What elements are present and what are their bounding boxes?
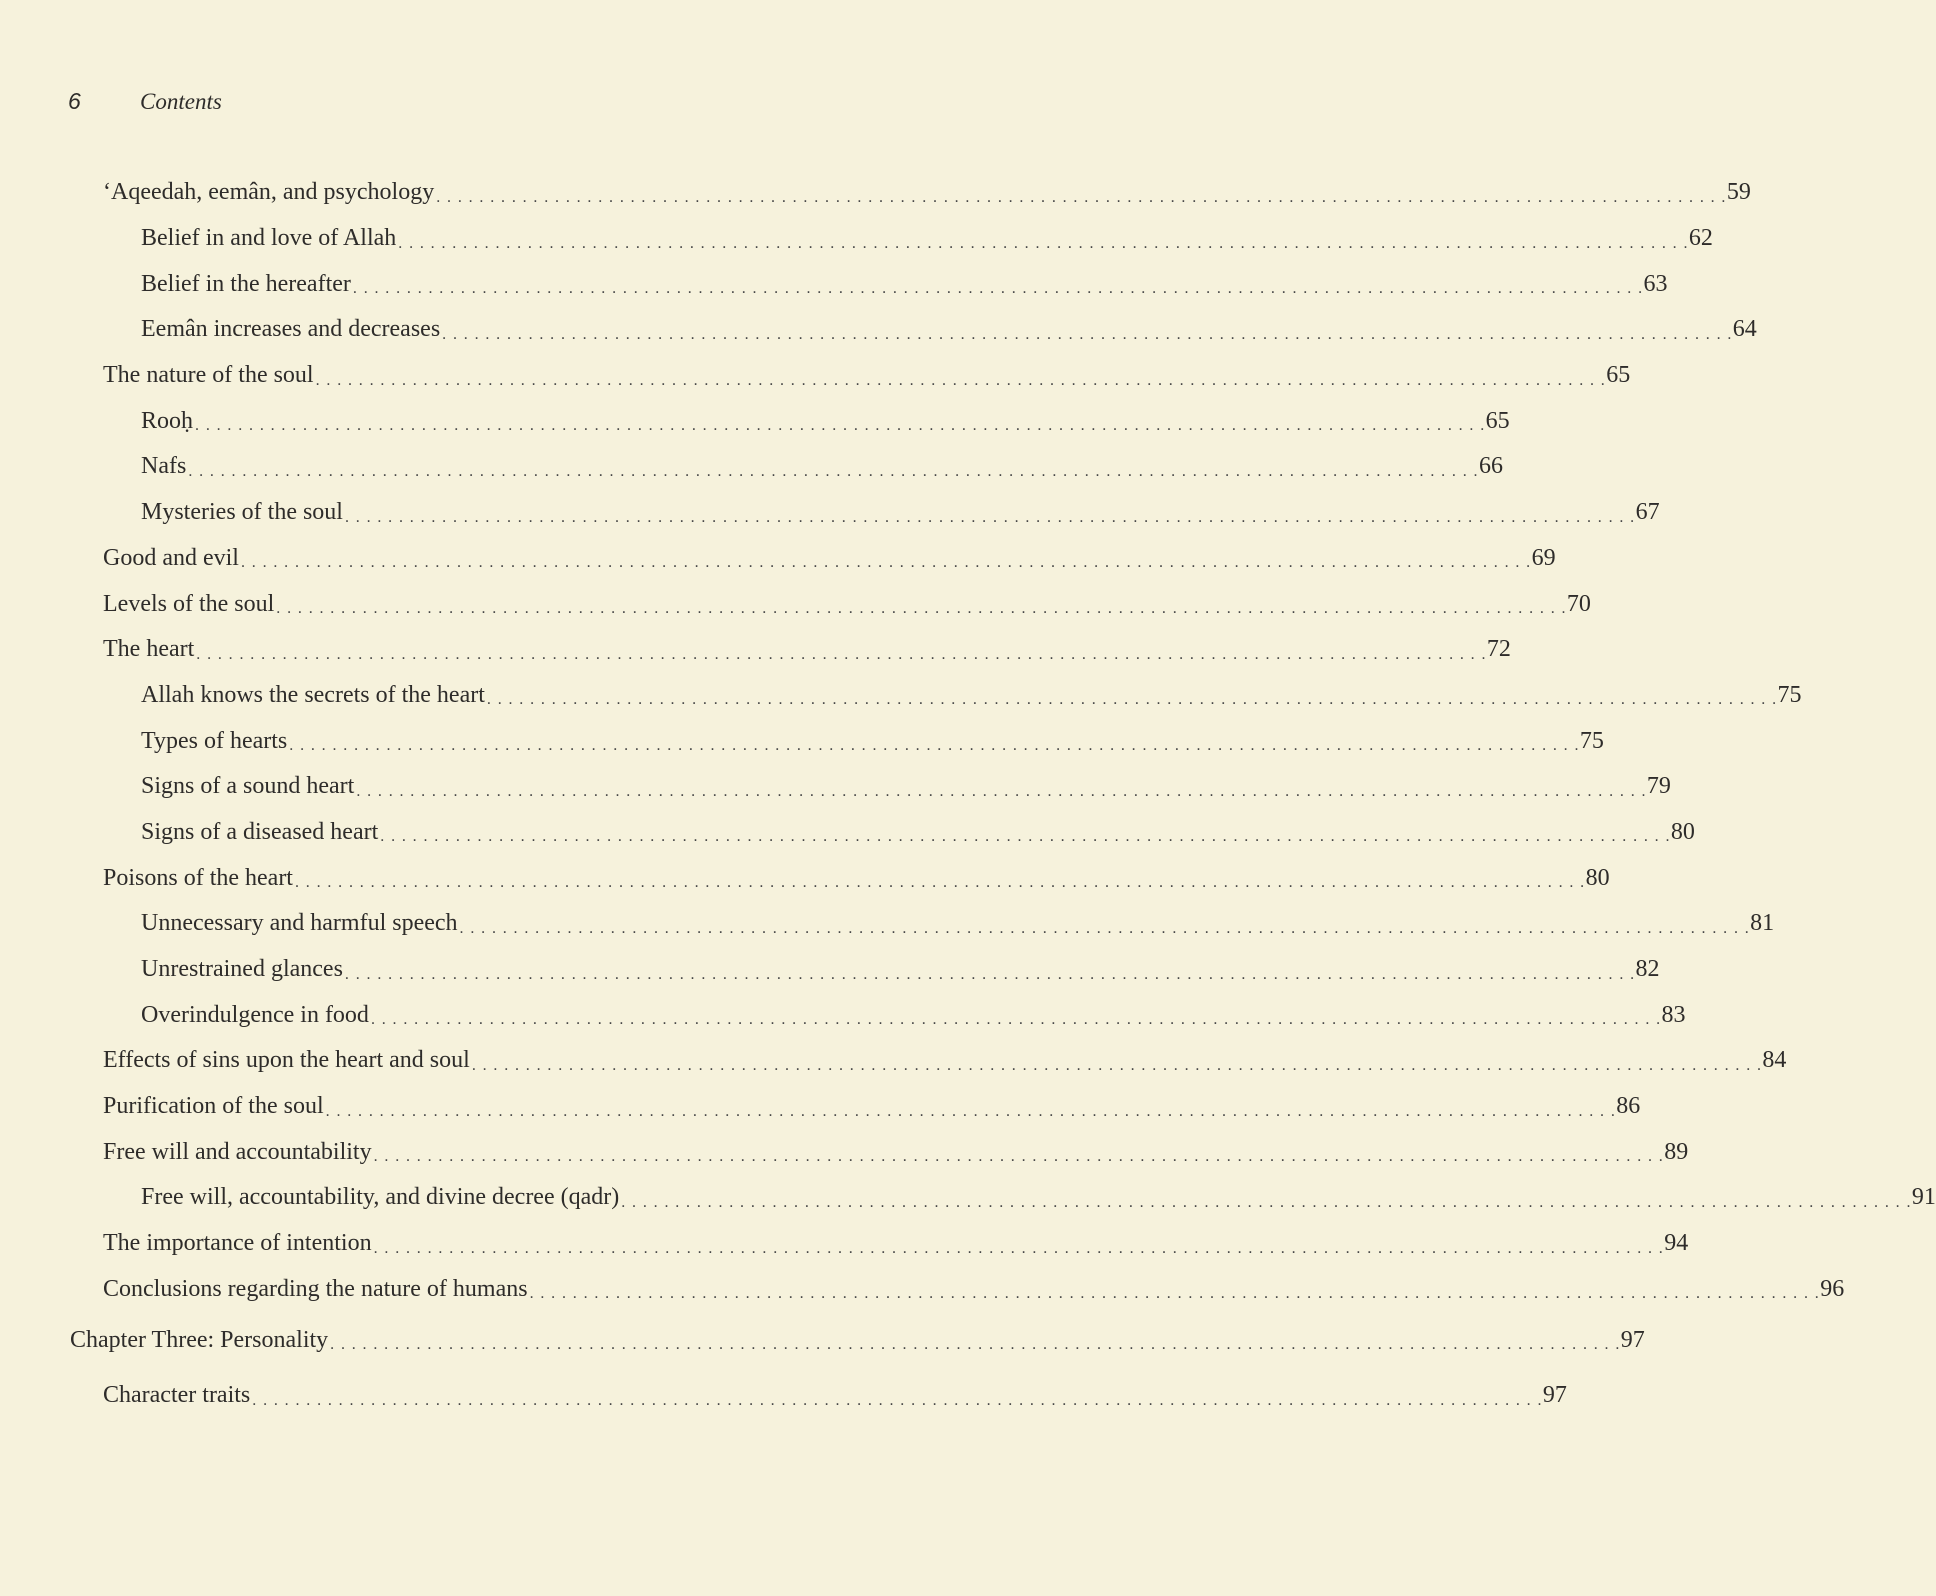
toc-entry [0, 810, 1695, 856]
dot-leader: . . . . . . . . . . . . . . . . . . . . . . . . . . . . . . . . . . . . . . . . . . . . . . . . . . . . . . . . . . . . . . . . . . . . . . . . . . . . . . . . . . . . . . . . . . . . . . . . . . . . . . . . . . . . . . . . . . . . . . . . [436, 188, 1727, 206]
toc-entry-title: Effects of sins upon the heart and soul [103, 1047, 470, 1074]
dot-leader: . . . . . . . . . . . . . . . . . . . . . . . . . . . . . . . . . . . . . . . . . . . . . . . . . . . . . . . . . . . . . . . . . . . . . . . . . . . . . . . . . . . . . . . . . . . . . . . . . . . . . . . . . . . . . . . . . . . . . . . . [459, 919, 1751, 937]
toc-entry-page: 82 [1635, 956, 1660, 983]
toc-entry [0, 992, 1686, 1038]
toc-entry [0, 947, 1660, 993]
toc-entry-page: 80 [1670, 818, 1695, 845]
toc-entry-page: 83 [1661, 1001, 1686, 1028]
toc-entry-title: Allah knows the secrets of the heart [141, 681, 485, 708]
toc-entry-page: 70 [1566, 590, 1591, 617]
dot-leader: . . . . . . . . . . . . . . . . . . . . . . . . . . . . . . . . . . . . . . . . . . . . . . . . . . . . . . . . . . . . . . . . . . . . . . . . . . . . . . . . . . . . . . . . . . . . . . . . . . . . . . . . . . . . . . . . . . . . . . . . [294, 874, 1586, 892]
toc-entry [0, 1129, 1689, 1175]
toc-entry [0, 261, 1668, 307]
toc-entry-title: Signs of a diseased heart [141, 818, 379, 845]
dot-leader: . . . . . . . . . . . . . . . . . . . . . . . . . . . . . . . . . . . . . . . . . . . . . . . . . . . . . . . . . . . . . . . . . . . . . . . . . . . . . . . . . . . . . . . . . . . . . . . . . . . . . . . . . . . . . . . . . . . . . . . . [373, 1148, 1665, 1166]
toc-entry-page: 84 [1762, 1047, 1787, 1074]
toc-entry [0, 1373, 1567, 1419]
dot-leader: . . . . . . . . . . . . . . . . . . . . . . . . . . . . . . . . . . . . . . . . . . . . . . . . . . . . . . . . . . . . . . . . . . . . . . . . . . . . . . . . . . . . . . . . . . . . . . . . . . . . . . . . . . . . . . . . . . . . . . . . [315, 371, 1607, 389]
toc-entry-title: ‘Aqeedah, eemân, and psychology [103, 179, 435, 206]
toc-entry [0, 1175, 1936, 1221]
toc-entry-page: 66 [1478, 453, 1503, 480]
toc-entry [0, 1267, 1845, 1313]
toc-entry-page: 81 [1750, 910, 1775, 937]
toc-entry-title: The nature of the soul [103, 362, 314, 389]
toc-entry-page: 69 [1531, 544, 1556, 571]
dot-leader: . . . . . . . . . . . . . . . . . . . . . . . . . . . . . . . . . . . . . . . . . . . . . . . . . . . . . . . . . . . . . . . . . . . . . . . . . . . . . . . . . . . . . . . . . . . . . . . . . . . . . . . . . . . . . . . . . . . . . . . . [486, 691, 1778, 709]
toc-entry-title: Eemân increases and decreases [141, 316, 441, 343]
toc-entry-title: Unnecessary and harmful speech [141, 910, 458, 937]
running-title: Contents [140, 89, 222, 114]
dot-leader: . . . . . . . . . . . . . . . . . . . . . . . . . . . . . . . . . . . . . . . . . . . . . . . . . . . . . . . . . . . . . . . . . . . . . . . . . . . . . . . . . . . . . . . . . . . . . . . . . . . . . . . . . . . . . . . . . . . . . . . . [352, 280, 1644, 298]
toc-entry-title: Purification of the soul [103, 1093, 324, 1120]
toc-entry [0, 490, 1660, 536]
toc-entry [0, 627, 1511, 673]
toc-entry-title: Poisons of the heart [103, 864, 293, 891]
toc-chapter-entry [0, 1317, 1645, 1363]
toc-entry-page: 91 [1911, 1184, 1936, 1211]
toc-entry-page: 96 [1820, 1275, 1845, 1302]
dot-leader: . . . . . . . . . . . . . . . . . . . . . . . . . . . . . . . . . . . . . . . . . . . . . . . . . . . . . . . . . . . . . . . . . . . . . . . . . . . . . . . . . . . . . . . . . . . . . . . . . . . . . . . . . . . . . . . . . . . . . . . . [370, 1011, 1662, 1029]
dot-leader: . . . . . . . . . . . . . . . . . . . . . . . . . . . . . . . . . . . . . . . . . . . . . . . . . . . . . . . . . . . . . . . . . . . . . . . . . . . . . . . . . . . . . . . . . . . . . . . . . . . . . . . . . . . . . . . . . . . . . . . . [276, 600, 1567, 618]
dot-leader: . . . . . . . . . . . . . . . . . . . . . . . . . . . . . . . . . . . . . . . . . . . . . . . . . . . . . . . . . . . . . . . . . . . . . . . . . . . . . . . . . . . . . . . . . . . . . . . . . . . . . . . . . . . . . . . . . . . . . . . . [373, 1239, 1665, 1257]
toc-entry-page: 62 [1688, 225, 1713, 252]
toc-entry-title: Types of hearts [141, 727, 288, 754]
dot-leader: . . . . . . . . . . . . . . . . . . . . . . . . . . . . . . . . . . . . . . . . . . . . . . . . . . . . . . . . . . . . . . . . . . . . . . . . . . . . . . . . . . . . . . . . . . . . . . . . . . . . . . . . . . . . . . . . . . . . . . . . [325, 1102, 1617, 1120]
toc-entry [0, 764, 1671, 810]
dot-leader: . . . . . . . . . . . . . . . . . . . . . . . . . . . . . . . . . . . . . . . . . . . . . . . . . . . . . . . . . . . . . . . . . . . . . . . . . . . . . . . . . . . . . . . . . . . . . . . . . . . . . . . . . . . . . . . . . . . . . . . . [471, 1056, 1763, 1074]
toc-entry-title: Belief in the hereafter [141, 270, 351, 297]
toc-entry [0, 901, 1775, 947]
toc-entry-title: Rooḥ [141, 407, 194, 434]
dot-leader: . . . . . . . . . . . . . . . . . . . . . . . . . . . . . . . . . . . . . . . . . . . . . . . . . . . . . . . . . . . . . . . . . . . . . . . . . . . . . . . . . . . . . . . . . . . . . . . . . . . . . . . . . . . . . . . . . . . . . . . . [344, 965, 1636, 983]
toc-entry-title: Overindulgence in food [141, 1001, 369, 1028]
toc-entry-title: Free will and accountability [103, 1138, 372, 1165]
dot-leader: . . . . . . . . . . . . . . . . . . . . . . . . . . . . . . . . . . . . . . . . . . . . . . . . . . . . . . . . . . . . . . . . . . . . . . . . . . . . . . . . . . . . . . . . . . . . . . . . . . . . . . . . . . . . . . . . . . . . . . . . [442, 325, 1733, 343]
toc-entry-page: 65 [1606, 362, 1631, 389]
toc-entry-title: Good and evil [103, 544, 239, 571]
dot-leader: . . . . . . . . . . . . . . . . . . . . . . . . . . . . . . . . . . . . . . . . . . . . . . . . . . . . . . . . . . . . . . . . . . . . . . . . . . . . . . . . . . . . . . . . . . . . . . . . . . . . . . . . . . . . . . . . . . . . . . . . [196, 645, 1487, 663]
toc-entry [0, 1084, 1641, 1130]
toc-entry [0, 1221, 1689, 1267]
page-number: 6 [68, 88, 81, 114]
toc-entry-page: 75 [1777, 681, 1802, 708]
toc-entry [0, 536, 1556, 582]
toc-entry-page: 59 [1726, 179, 1751, 206]
toc-entry-page: 97 [1620, 1326, 1645, 1353]
toc-entry [0, 718, 1604, 764]
toc-entry-page: 65 [1485, 407, 1510, 434]
table-of-contents [0, 170, 1936, 1419]
toc-entry [0, 170, 1751, 216]
toc-entry [0, 216, 1713, 262]
dot-leader: . . . . . . . . . . . . . . . . . . . . . . . . . . . . . . . . . . . . . . . . . . . . . . . . . . . . . . . . . . . . . . . . . . . . . . . . . . . . . . . . . . . . . . . . . . . . . . . . . . . . . . . . . . . . . . . . . . . . . . . . [289, 737, 1580, 755]
toc-entry [0, 581, 1591, 627]
dot-leader: . . . . . . . . . . . . . . . . . . . . . . . . . . . . . . . . . . . . . . . . . . . . . . . . . . . . . . . . . . . . . . . . . . . . . . . . . . . . . . . . . . . . . . . . . . . . . . . . . . . . . . . . . . . . . . . . . . . . . . . . [188, 462, 1479, 480]
toc-entry-page: 64 [1732, 316, 1757, 343]
running-header [68, 88, 222, 115]
toc-entry-title: Chapter Three: Personality [70, 1326, 329, 1353]
toc-entry [0, 353, 1631, 399]
toc-entry-page: 80 [1585, 864, 1610, 891]
toc-entry-title: Unrestrained glances [141, 956, 343, 983]
toc-entry-page: 97 [1542, 1382, 1567, 1409]
toc-entry-title: Levels of the soul [103, 590, 275, 617]
toc-entry-title: Character traits [103, 1382, 251, 1409]
dot-leader: . . . . . . . . . . . . . . . . . . . . . . . . . . . . . . . . . . . . . . . . . . . . . . . . . . . . . . . . . . . . . . . . . . . . . . . . . . . . . . . . . . . . . . . . . . . . . . . . . . . . . . . . . . . . . . . . . . . . . . . . [195, 417, 1486, 435]
dot-leader: . . . . . . . . . . . . . . . . . . . . . . . . . . . . . . . . . . . . . . . . . . . . . . . . . . . . . . . . . . . . . . . . . . . . . . . . . . . . . . . . . . . . . . . . . . . . . . . . . . . . . . . . . . . . . . . . . . . . . . . . [330, 1336, 1621, 1354]
dot-leader: . . . . . . . . . . . . . . . . . . . . . . . . . . . . . . . . . . . . . . . . . . . . . . . . . . . . . . . . . . . . . . . . . . . . . . . . . . . . . . . . . . . . . . . . . . . . . . . . . . . . . . . . . . . . . . . . . . . . . . . . [621, 1193, 1912, 1211]
dot-leader: . . . . . . . . . . . . . . . . . . . . . . . . . . . . . . . . . . . . . . . . . . . . . . . . . . . . . . . . . . . . . . . . . . . . . . . . . . . . . . . . . . . . . . . . . . . . . . . . . . . . . . . . . . . . . . . . . . . . . . . . [398, 234, 1689, 252]
toc-entry-title: The importance of intention [103, 1230, 372, 1257]
dot-leader: . . . . . . . . . . . . . . . . . . . . . . . . . . . . . . . . . . . . . . . . . . . . . . . . . . . . . . . . . . . . . . . . . . . . . . . . . . . . . . . . . . . . . . . . . . . . . . . . . . . . . . . . . . . . . . . . . . . . . . . . [240, 554, 1532, 572]
dot-leader: . . . . . . . . . . . . . . . . . . . . . . . . . . . . . . . . . . . . . . . . . . . . . . . . . . . . . . . . . . . . . . . . . . . . . . . . . . . . . . . . . . . . . . . . . . . . . . . . . . . . . . . . . . . . . . . . . . . . . . . . [356, 782, 1647, 800]
toc-entry-title: Belief in and love of Allah [141, 225, 397, 252]
toc-entry-page: 94 [1664, 1230, 1689, 1257]
dot-leader: . . . . . . . . . . . . . . . . . . . . . . . . . . . . . . . . . . . . . . . . . . . . . . . . . . . . . . . . . . . . . . . . . . . . . . . . . . . . . . . . . . . . . . . . . . . . . . . . . . . . . . . . . . . . . . . . . . . . . . . . [344, 508, 1636, 526]
toc-entry-page: 72 [1486, 636, 1511, 663]
dot-leader: . . . . . . . . . . . . . . . . . . . . . . . . . . . . . . . . . . . . . . . . . . . . . . . . . . . . . . . . . . . . . . . . . . . . . . . . . . . . . . . . . . . . . . . . . . . . . . . . . . . . . . . . . . . . . . . . . . . . . . . . [380, 828, 1671, 846]
toc-entry [0, 1038, 1787, 1084]
toc-entry-page: 86 [1616, 1093, 1641, 1120]
dot-leader: . . . . . . . . . . . . . . . . . . . . . . . . . . . . . . . . . . . . . . . . . . . . . . . . . . . . . . . . . . . . . . . . . . . . . . . . . . . . . . . . . . . . . . . . . . . . . . . . . . . . . . . . . . . . . . . . . . . . . . . . [252, 1391, 1543, 1409]
toc-entry-title: Signs of a sound heart [141, 773, 355, 800]
toc-entry-page: 63 [1643, 270, 1668, 297]
toc-entry-title: Mysteries of the soul [141, 499, 343, 526]
toc-entry-page: 89 [1664, 1138, 1689, 1165]
toc-entry [0, 444, 1503, 490]
toc-entry-page: 75 [1579, 727, 1604, 754]
toc-entry-title: Free will, accountability, and divine decree (qadr) [141, 1184, 620, 1211]
toc-entry-title: Conclusions regarding the nature of humans [103, 1275, 528, 1302]
toc-entry [0, 398, 1510, 444]
toc-entry [0, 673, 1802, 719]
dot-leader: . . . . . . . . . . . . . . . . . . . . . . . . . . . . . . . . . . . . . . . . . . . . . . . . . . . . . . . . . . . . . . . . . . . . . . . . . . . . . . . . . . . . . . . . . . . . . . . . . . . . . . . . . . . . . . . . . . . . . . . . [529, 1285, 1821, 1303]
toc-entry-page: 79 [1646, 773, 1671, 800]
toc-entry-title: Nafs [141, 453, 187, 480]
toc-entry-title: The heart [103, 636, 195, 663]
toc-entry [0, 855, 1610, 901]
toc-entry [0, 307, 1757, 353]
toc-entry-page: 67 [1635, 499, 1660, 526]
